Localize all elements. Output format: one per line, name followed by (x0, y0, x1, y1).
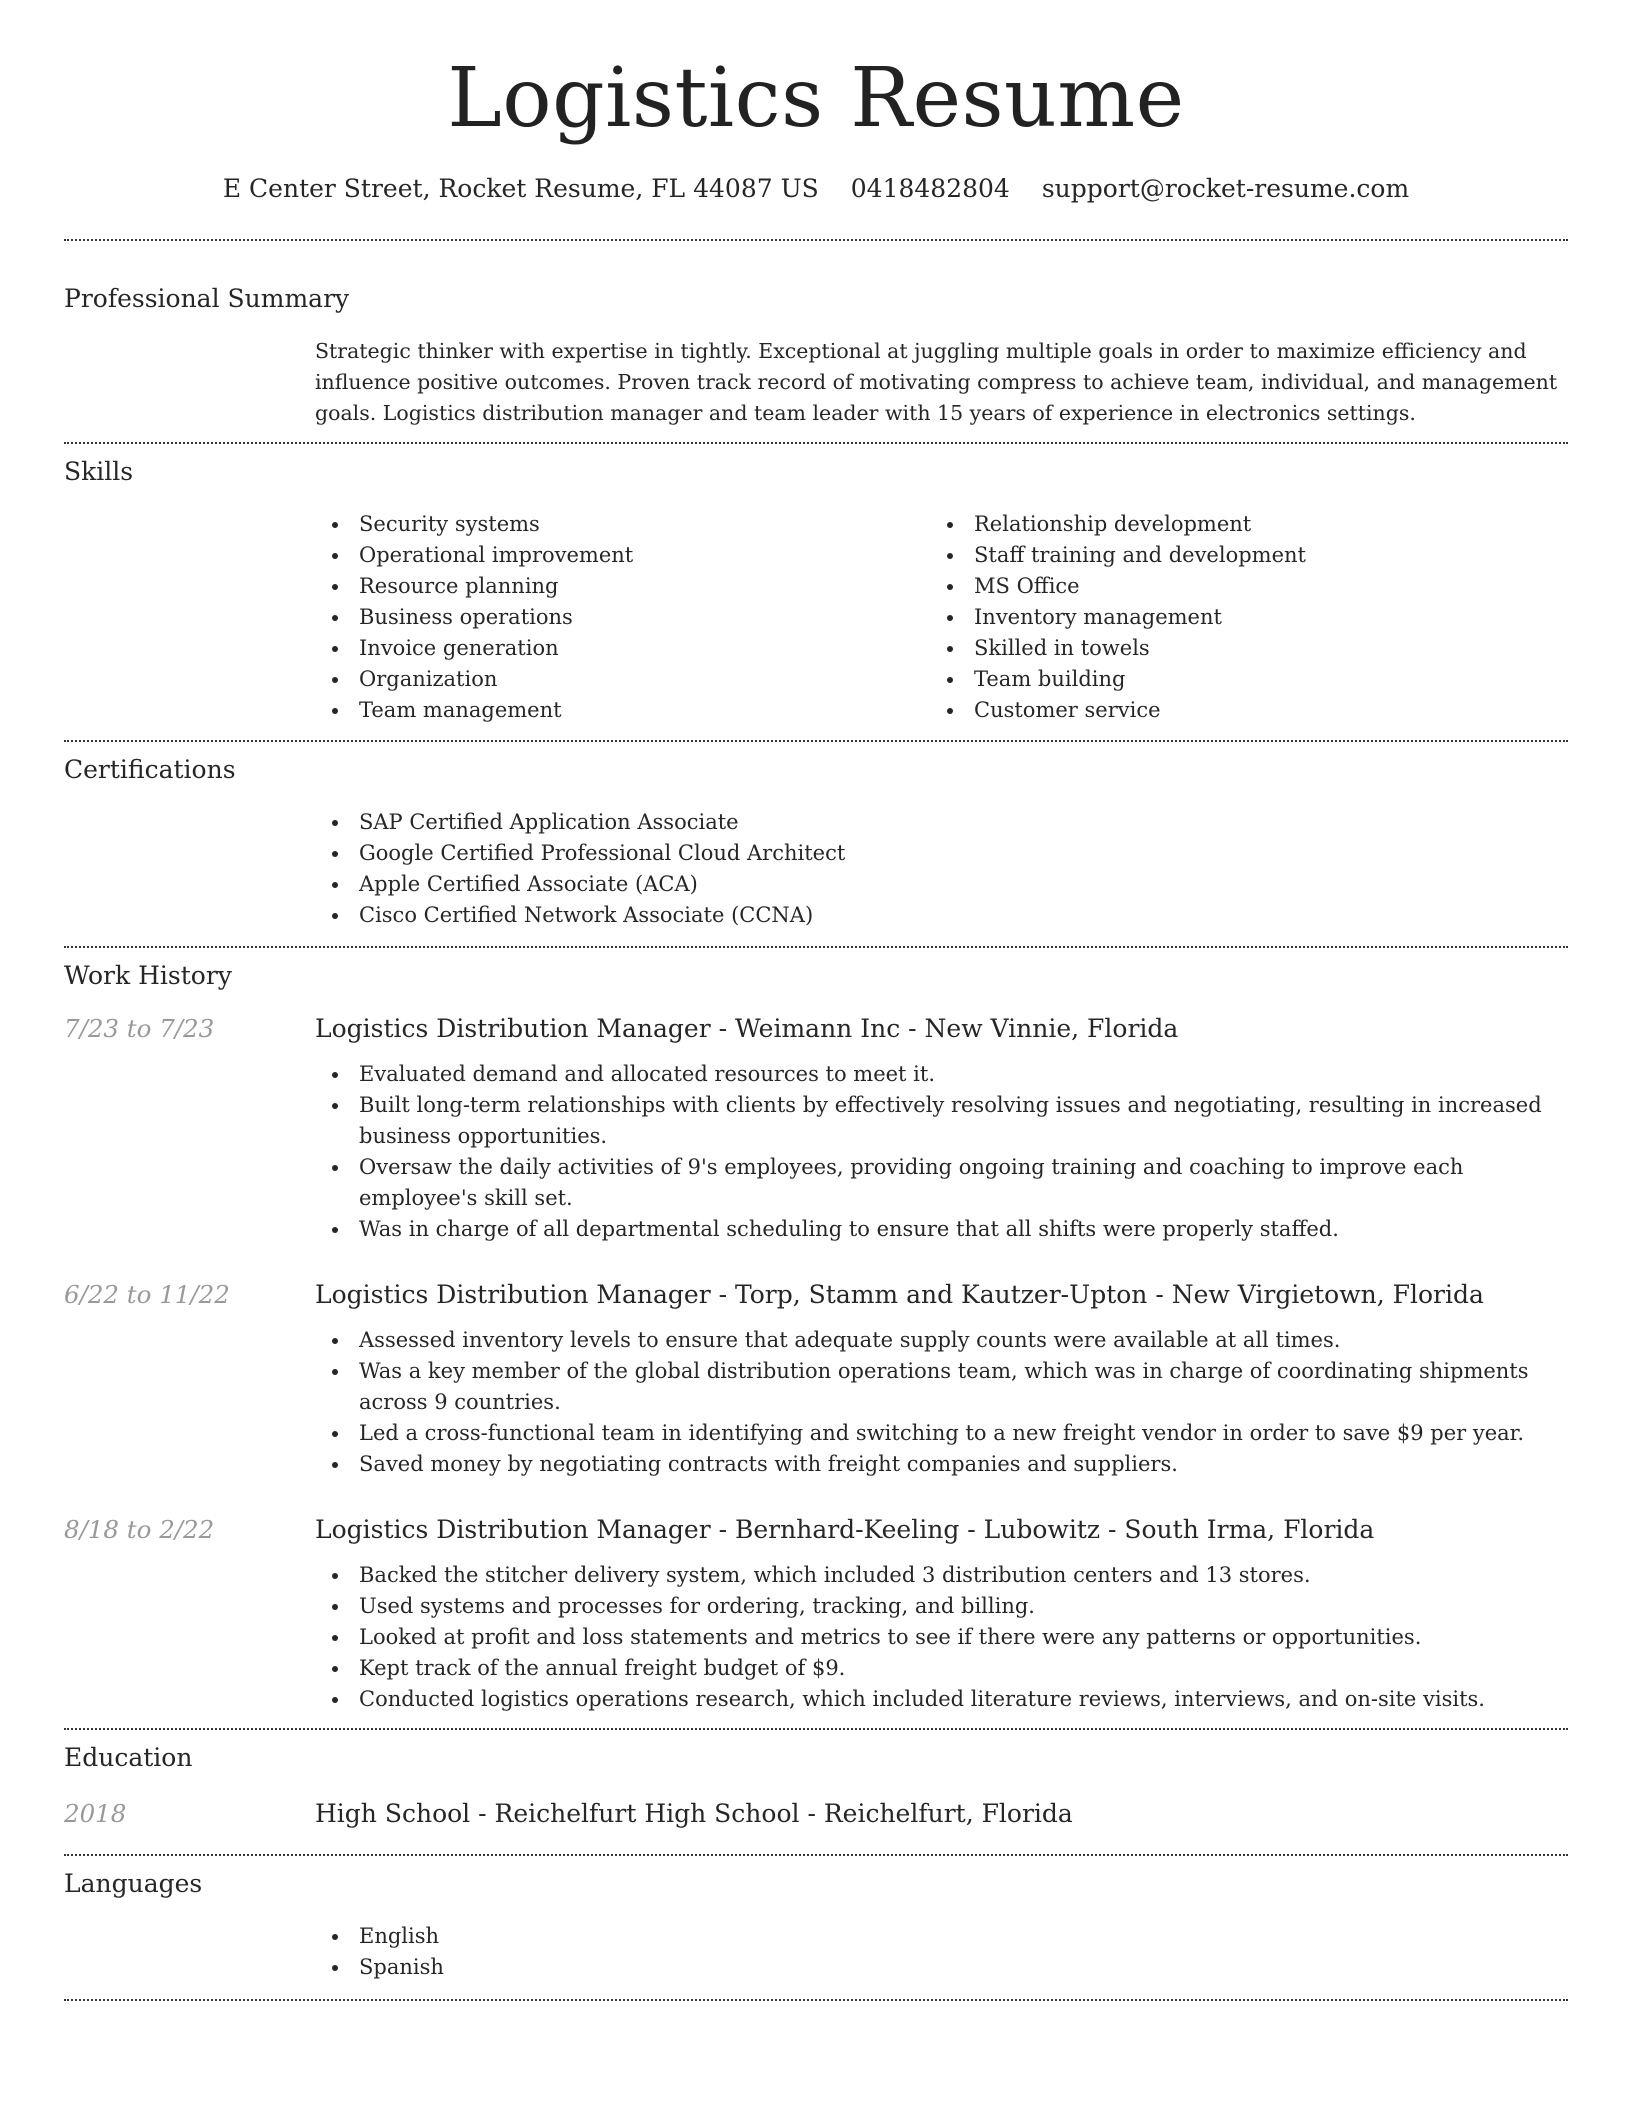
list-item: Resource planning (315, 571, 930, 602)
languages-section (64, 1856, 1568, 1983)
list-item: Backed the stitcher delivery system, which included 3 distribution centers and 13 stores. (315, 1560, 1568, 1591)
list-item: Customer service (930, 695, 1545, 726)
resume-header (64, 0, 1568, 203)
list-item: Spanish (315, 1952, 1568, 1983)
list-item: Oversaw the daily activities of 9's employees, providing ongoing training and coaching to improve each employee's skill set. (315, 1152, 1568, 1214)
job-date: 8/18 to 2/22 (64, 1515, 215, 1545)
section-title-summary: Professional Summary (64, 284, 350, 314)
skills-list-right (930, 509, 1545, 726)
languages-list (315, 1921, 1568, 1983)
list-item: Was in charge of all departmental scheduling to ensure that all shifts were properly staffed. (315, 1214, 1568, 1245)
section-title-skills: Skills (64, 457, 134, 487)
job-entry (64, 1514, 1568, 1715)
resume-title: Logistics Resume (447, 51, 1185, 146)
list-item: Staff training and development (930, 540, 1545, 571)
list-item: Kept track of the annual freight budget of $9. (315, 1653, 1568, 1684)
job-date: 6/22 to 11/22 (64, 1280, 230, 1310)
job-details (315, 1514, 1568, 1715)
certifications-list (315, 807, 1568, 931)
certifications-section (64, 742, 1568, 931)
address: E Center Street, Rocket Resume, FL 44087 US (222, 174, 819, 204)
list-item: MS Office (930, 571, 1545, 602)
list-item: Conducted logistics operations research, which included literature reviews, interviews, and on-site visits. (315, 1684, 1568, 1715)
education-section (64, 1730, 1568, 1830)
education-degree: High School - Reichelfurt High School - Reichelfurt, Florida (315, 1799, 1073, 1829)
email: support@rocket-resume.com (1041, 174, 1410, 204)
education-entry (64, 1798, 1568, 1830)
job-bullets (315, 1325, 1568, 1480)
job-details (315, 1013, 1568, 1245)
phone: 0418482804 (850, 174, 1010, 204)
section-title-work-history: Work History (64, 961, 232, 991)
list-item: Apple Certified Associate (ACA) (315, 869, 1568, 900)
list-item: SAP Certified Application Associate (315, 807, 1568, 838)
list-item: Skilled in towels (930, 633, 1545, 664)
section-title-certifications: Certifications (64, 755, 236, 785)
list-item: Security systems (315, 509, 930, 540)
skills-grid (315, 509, 1568, 726)
job-details (315, 1279, 1568, 1480)
list-item: Team building (930, 664, 1545, 695)
divider (64, 1999, 1568, 2001)
resume-page (64, 0, 1568, 2001)
list-item: Business operations (315, 602, 930, 633)
section-title-languages: Languages (64, 1869, 203, 1899)
list-item: Evaluated demand and allocated resources to meet it. (315, 1059, 1568, 1090)
work-history-section (64, 948, 1568, 1715)
list-item: Team management (315, 695, 930, 726)
list-item: Assessed inventory levels to ensure that adequate supply counts were available at all times. (315, 1325, 1568, 1356)
job-title: Logistics Distribution Manager - Torp, Stamm and Kautzer-Upton - New Virgietown, Florida (315, 1280, 1484, 1310)
section-title-education: Education (64, 1743, 193, 1773)
list-item: Saved money by negotiating contracts with freight companies and suppliers. (315, 1449, 1568, 1480)
job-bullets (315, 1059, 1568, 1245)
list-item: English (315, 1921, 1568, 1952)
job-entry (64, 1013, 1568, 1245)
list-item: Looked at profit and loss statements and metrics to see if there were any patterns or opportunities. (315, 1622, 1568, 1653)
contact-line (64, 174, 1568, 203)
list-item: Led a cross-functional team in identifying and switching to a new freight vendor in order to save $9 per year. (315, 1418, 1568, 1449)
list-item: Operational improvement (315, 540, 930, 571)
list-item: Was a key member of the global distribution operations team, which was in charge of coordinating shipments across 9 countries. (315, 1356, 1568, 1418)
job-date: 7/23 to 7/23 (64, 1014, 215, 1044)
list-item: Invoice generation (315, 633, 930, 664)
job-title: Logistics Distribution Manager - Bernhard-Keeling - Lubowitz - South Irma, Florida (315, 1515, 1375, 1545)
list-item: Organization (315, 664, 930, 695)
list-item: Inventory management (930, 602, 1545, 633)
summary-section (64, 241, 1568, 429)
list-item: Relationship development (930, 509, 1545, 540)
list-item: Used systems and processes for ordering, tracking, and billing. (315, 1591, 1568, 1622)
list-item: Cisco Certified Network Associate (CCNA) (315, 900, 1568, 931)
job-bullets (315, 1560, 1568, 1715)
skills-section (64, 444, 1568, 726)
list-item: Google Certified Professional Cloud Architect (315, 838, 1568, 869)
job-entry (64, 1279, 1568, 1480)
summary-text: Strategic thinker with expertise in tightly. Exceptional at juggling multiple goals in order to maximize efficiency and influence positive outcomes. Proven track record of motivating compress to achieve team, individual, and management goals. Logistics distribution manager and team leader with 15 years of experience in electronics settings. (315, 339, 1558, 426)
skills-list-left (315, 509, 930, 726)
education-details (315, 1798, 1568, 1830)
education-date: 2018 (64, 1799, 127, 1829)
list-item: Built long-term relationships with clients by effectively resolving issues and negotiating, resulting in increased business opportunities. (315, 1090, 1568, 1152)
job-title: Logistics Distribution Manager - Weimann Inc - New Vinnie, Florida (315, 1014, 1179, 1044)
